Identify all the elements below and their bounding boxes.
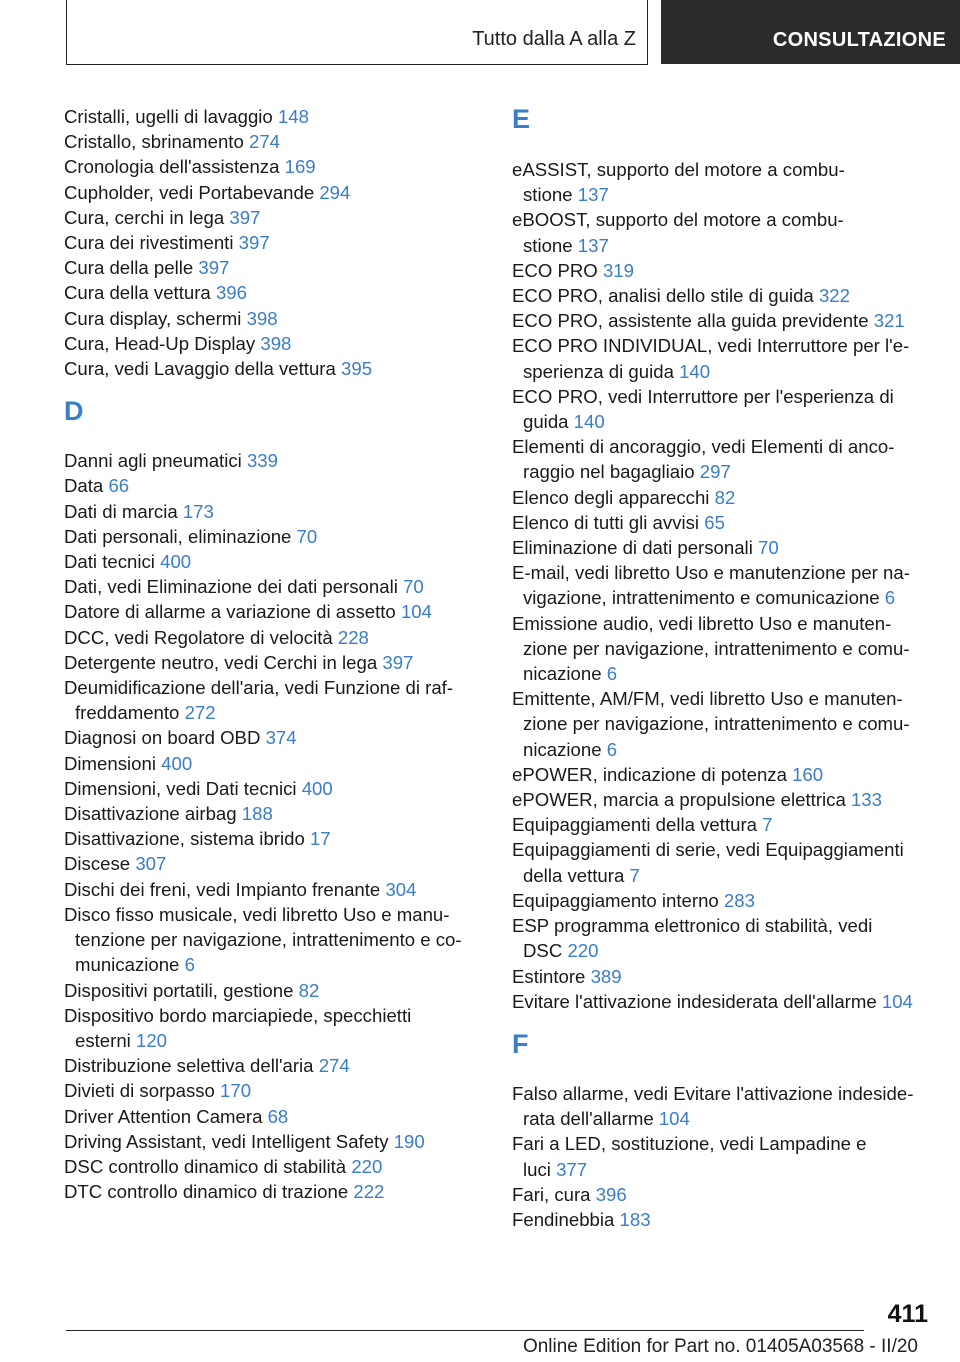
index-page-link[interactable]: 220 [567,940,599,962]
index-page-link[interactable]: 82 [714,486,736,508]
index-entry [64,280,484,305]
index-page-link[interactable]: 398 [260,332,292,354]
index-entry [512,1081,932,1131]
index-entry-text: DCC, vedi Regolatore di velocità [64,626,333,648]
index-page-link[interactable]: 6 [606,738,618,760]
index-page-link[interactable]: 104 [400,601,432,623]
index-entry-text: Elenco di tutti gli avvisi [512,511,700,533]
index-entry-text: Equipaggiamenti della vettura [512,814,757,836]
index-entry-text: Emittente, AM/FM, vedi libretto Uso e manuten- zione per navigazione, intrattenimento e comu- nicazione [512,688,910,760]
index-column-right [512,104,932,1232]
index-entry-text: eASSIST, supporto del motore a combu- stione [512,159,845,206]
index-page-link[interactable]: 297 [699,461,731,483]
index-entry-text: eBOOST, supporto del motore a combu- stione [512,209,844,256]
index-page-link[interactable]: 70 [758,537,779,559]
index-entry-text: Cupholder, vedi Portabevande [64,181,315,203]
index-entry-text: Cura, cerchi in lega [64,206,225,228]
index-entry-text: DTC controllo dinamico di trazione [64,1181,349,1203]
index-page-link[interactable]: 397 [382,651,414,673]
index-entry-text: ECO PRO [512,259,598,281]
index-page-link[interactable]: 222 [353,1181,385,1203]
index-entry-text: Equipaggiamento interno [512,889,719,911]
index-page-link[interactable]: 339 [246,450,278,472]
index-entry [64,801,484,826]
index-entry-text: Dispositivo bordo marciapiede, specchietti esterni [64,1004,412,1051]
index-entry-text: Dati personali, eliminazione [64,525,292,547]
index-entry [64,356,484,381]
index-entry-text: Cura, Head-Up Display [64,332,256,354]
index-entry-text: ECO PRO, analisi dello stile di guida [512,285,814,307]
index-page-link[interactable]: 274 [318,1055,350,1077]
index-entry [64,826,484,851]
index-entry [64,725,484,750]
index-entry-text: Evitare l'attivazione indesiderata dell'allarme [512,990,877,1012]
index-page-link[interactable]: 377 [556,1158,588,1180]
index-entry [512,560,932,610]
index-entry-text: Cristalli, ugelli di lavaggio [64,106,273,127]
index-page-link[interactable]: 396 [595,1183,627,1205]
index-page-link[interactable]: 70 [296,525,318,547]
index-entry [512,485,932,510]
index-entry-text: Divieti di sorpasso [64,1080,215,1102]
index-page-link[interactable]: 396 [215,282,247,304]
index-entry-text: Dati tecnici [64,551,155,573]
index-entry-text: Falso allarme, vedi Evitare l'attivazione indeside- rata dell'allarme [512,1082,914,1130]
index-entry-text: Discese [64,853,131,875]
index-page-link[interactable]: 65 [704,511,725,533]
index-entry-text: Cristallo, sbrinamento [64,131,244,153]
index-entry [512,1207,932,1232]
index-page-link[interactable]: 228 [337,626,369,648]
index-page-link[interactable]: 137 [577,234,609,256]
index-entry [512,686,932,762]
index-page-link[interactable]: 17 [309,828,331,850]
index-page-link[interactable]: 160 [792,763,824,785]
index-page-link[interactable]: 400 [301,777,333,799]
index-page-link[interactable]: 307 [135,853,167,875]
index-entry [64,129,484,154]
index-page-link[interactable]: 274 [248,131,281,153]
index-entry [64,877,484,902]
index-page-link[interactable]: 304 [385,878,417,900]
index-entry-text: Danni agli pneumatici [64,450,242,472]
index-entry-text: Distribuzione selettiva dell'aria [64,1055,314,1077]
index-entry-text: Eliminazione di dati personali [512,537,753,559]
index-entry-text: ePOWER, marcia a propulsione elettrica [512,789,846,811]
index-entry [64,104,484,129]
index-page-link[interactable]: 322 [818,285,850,307]
index-entry-text: Disattivazione, sistema ibrido [64,828,305,850]
index-letter-heading: D [64,396,84,427]
index-entry [64,205,484,230]
index-page-link[interactable]: 374 [265,727,297,749]
index-entry [64,776,484,801]
index-entry-text: Data [64,475,104,497]
index-page-link[interactable]: 389 [590,965,622,987]
index-page-link[interactable]: 395 [341,358,373,380]
index-page-link[interactable]: 170 [220,1080,252,1102]
index-page-link[interactable]: 400 [160,551,192,573]
index-entry [512,888,932,913]
page-header [0,0,960,66]
index-entry-text: Fari a LED, sostituzione, vedi Lampadine e luci [512,1133,867,1180]
index-entry [64,751,484,776]
index-page-link[interactable]: 137 [577,184,609,206]
index-entry [64,499,484,524]
index-entry [64,851,484,876]
index-entry [512,384,932,434]
index-entry [512,258,932,283]
index-page-link[interactable]: 321 [873,310,905,332]
index-entry-text: Emissione audio, vedi libretto Uso e manuten- zione per navigazione, intrattenimento e comu- nicazione [512,612,910,685]
index-entry [64,1129,484,1154]
index-page-link[interactable]: 70 [403,576,424,598]
index-page-link[interactable]: 140 [679,360,711,382]
index-entry [512,207,932,257]
index-entry-text: ECO PRO, vedi Interruttore per l'esperienza di guida [512,385,894,433]
index-entry-text: ECO PRO INDIVIDUAL, vedi Interruttore per l'e- sperienza di guida [512,335,910,382]
index-entry-text: Driver Attention Camera [64,1105,263,1127]
index-entry [64,1003,484,1053]
index-entry-text: Dimensioni [64,752,156,774]
header-divider-bottom [66,64,648,65]
index-entry-text: Cura della pelle [64,257,194,279]
index-entry-text: Cura della vettura [64,282,211,304]
index-entry [64,448,484,473]
index-page-link[interactable]: 104 [658,1108,690,1130]
index-entry [64,1053,484,1078]
index-entry [64,255,484,280]
index-entry-text: Driving Assistant, vedi Intelligent Safety [64,1130,389,1152]
index-entry [64,473,484,498]
index-column-left [64,104,484,1204]
index-page-link[interactable]: 7 [629,864,640,886]
index-entry [512,535,932,560]
header-divider-right [647,0,648,64]
index-entry [64,524,484,549]
index-entry-text: Datore di allarme a variazione di assetto [64,601,396,623]
index-entry-text: Dimensioni, vedi Dati tecnici [64,777,297,799]
index-entry-text: Dispositivi portatili, gestione [64,979,294,1001]
index-page-link[interactable]: 272 [184,702,216,724]
index-entry-text: E-mail, vedi libretto Uso e manutenzione per na- vigazione, intrattenimento e comunicazione [512,562,910,609]
index-entry-text: Estintore [512,965,586,987]
index-entry [64,675,484,725]
index-entry-text: Dati, vedi Eliminazione dei dati personali [64,576,398,598]
index-page-link[interactable]: 400 [161,752,193,774]
index-page-link[interactable]: 82 [298,979,320,1001]
index-entry [512,333,932,383]
index-entry-text: Cura display, schermi [64,307,242,329]
index-entry-text: ECO PRO, assistente alla guida previdente [512,310,869,332]
index-entry [64,1179,484,1204]
index-page-link[interactable]: 104 [881,990,913,1012]
index-page-link[interactable]: 7 [762,814,773,836]
index-page-link[interactable]: 183 [619,1208,651,1230]
chapter-tab[interactable] [661,0,960,64]
section-title: Tutto dalla A alla Z [472,28,636,50]
index-entry [64,574,484,599]
index-entry-text: DSC controllo dinamico di stabilità [64,1155,347,1177]
index-entry-text: Equipaggiamenti di serie, vedi Equipaggiamenti della vettura [512,839,904,886]
index-entry [64,549,484,574]
index-page-link[interactable]: 169 [284,156,316,178]
index-entry [64,154,484,179]
index-entry-text: Diagnosi on board OBD [64,727,261,749]
index-page-link[interactable]: 66 [108,475,130,497]
index-page-link[interactable]: 6 [606,663,618,685]
index-entry [512,812,932,837]
index-entry [64,650,484,675]
index-page-link[interactable]: 220 [351,1155,383,1177]
index-entry-text: Deumidificazione dell'aria, vedi Funzione di raf- freddamento [64,677,454,724]
index-entry [512,1131,932,1181]
index-entry [64,625,484,650]
index-entry-text: Cronologia dell'assistenza [64,156,280,178]
index-page-link[interactable]: 6 [884,587,896,609]
index-entry-text: Disattivazione airbag [64,803,237,825]
chapter-tab-label: CONSULTAZIONE [772,29,946,51]
index-entry [512,510,932,535]
index-entry [64,1154,484,1179]
index-entry-text: Elenco degli apparecchi [512,486,710,508]
index-entry-text: ESP programma elettronico di stabilità, vedi DSC [512,915,873,962]
index-page-link[interactable]: 398 [246,307,278,329]
page-number: 411 [887,1300,928,1328]
index-entry [64,180,484,205]
index-entry-text: ePOWER, indicazione di potenza [512,763,787,785]
index-entry [512,434,932,484]
index-entry [512,989,932,1014]
index-page-link[interactable]: 140 [573,411,605,433]
index-entry [512,283,932,308]
index-entry [512,611,932,687]
index-entry [64,1104,484,1129]
index-entry [64,306,484,331]
index-page-link[interactable]: 283 [723,889,755,911]
index-page-link[interactable]: 397 [229,206,261,228]
index-page-link[interactable]: 188 [241,803,273,825]
index-entry-text: Detergente neutro, vedi Cerchi in lega [64,651,378,673]
index-entry [512,787,932,812]
index-letter-heading: F [512,1028,529,1059]
index-entry [512,308,932,333]
index-letter-heading: E [512,104,531,134]
index-entry [512,964,932,989]
index-entry-text: Cura, vedi Lavaggio della vettura [64,358,336,380]
index-entry-text: Disco fisso musicale, vedi libretto Uso e manu- tenzione per navigazione, intrattenimento e co- municazione [64,903,462,976]
index-entry [512,157,932,207]
index-entry-text: Fendinebbia [512,1208,615,1230]
index-page-link[interactable]: 120 [135,1029,168,1051]
index-entry [64,1078,484,1103]
index-entry-text: Fari, cura [512,1183,591,1205]
index-entry-text: Cura dei rivestimenti [64,232,234,254]
index-page-link[interactable]: 190 [393,1130,425,1152]
index-entry [64,599,484,624]
index-entry [512,913,932,963]
index-page-link[interactable]: 397 [198,257,230,279]
index-entry [64,978,484,1003]
index-page-link[interactable]: 6 [184,954,195,976]
index-entry [512,837,932,887]
index-entry [512,1182,932,1207]
index-page-link[interactable]: 294 [319,181,351,203]
index-page-link[interactable]: 148 [277,106,309,127]
index-page-link[interactable]: 133 [850,789,882,811]
index-entry [64,331,484,356]
edition-note: Online Edition for Part no. 01405A03568 - II/20 [522,1336,918,1357]
index-entry [64,902,484,978]
index-entry [64,230,484,255]
index-page-link[interactable]: 397 [238,232,270,254]
index-entry-text: Dischi dei freni, vedi Impianto frenante [64,878,381,900]
index-entry-text: Dati di marcia [64,500,178,522]
index-page-link[interactable]: 173 [182,500,214,522]
index-page-link[interactable]: 319 [602,259,634,281]
index-page-link[interactable]: 68 [267,1105,289,1127]
index-entry-text: Elementi di ancoraggio, vedi Elementi di anco- raggio nel bagagliaio [512,436,895,483]
index-entry [512,762,932,787]
footer-divider [66,1330,864,1331]
